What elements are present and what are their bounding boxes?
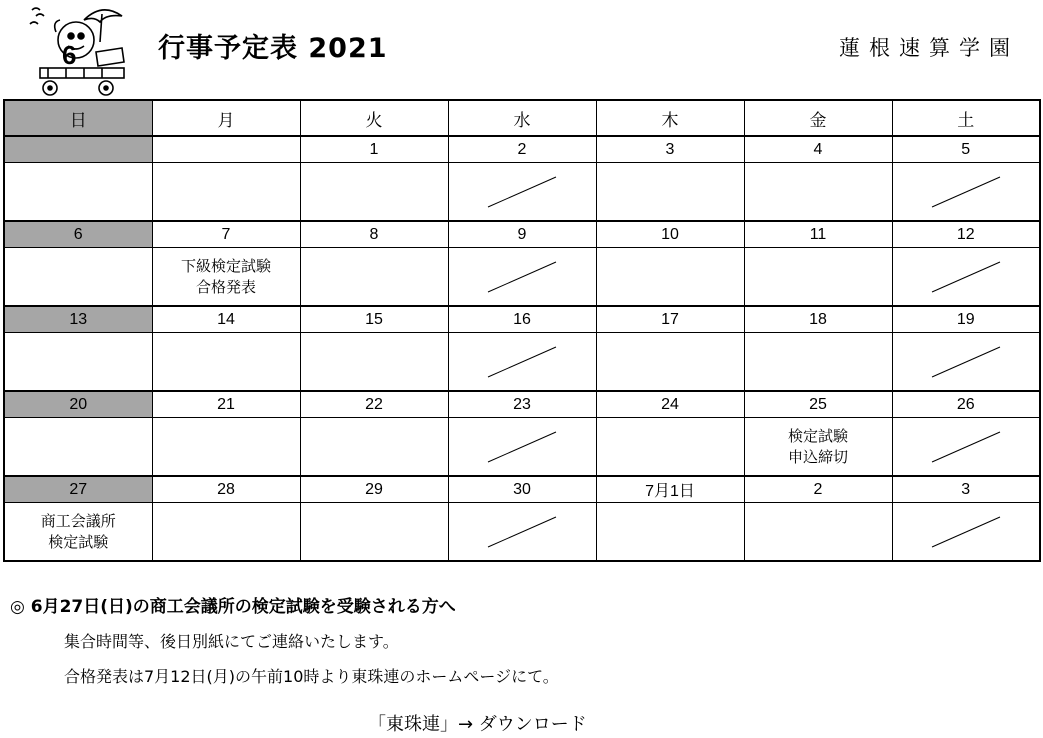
date-cell-sun: 13 [4, 306, 152, 333]
date-cell-fri: 2 [744, 476, 892, 503]
date-cell-thu: 7月1日 [596, 476, 744, 503]
closed-day-slash [484, 428, 560, 466]
date-cell-fri: 18 [744, 306, 892, 333]
event-cell-sat [892, 503, 1040, 562]
event-cell-thu [596, 163, 744, 222]
event-row [4, 333, 1040, 392]
closed-day-slash [928, 258, 1004, 296]
event-cell-wed [448, 418, 596, 477]
event-text: 下級検定試験 [180, 257, 271, 275]
date-cell-mon: 28 [152, 476, 300, 503]
event-text: 合格発表 [195, 278, 256, 296]
date-row [4, 306, 1040, 333]
date-cell-tue: 29 [300, 476, 448, 503]
event-row [4, 248, 1040, 307]
date-cell-sat: 12 [892, 221, 1040, 248]
date-cell-tue: 1 [300, 136, 448, 163]
page-title: 行事予定表 2021 [158, 33, 388, 64]
closed-day-slash [928, 513, 1004, 551]
event-cell-fri [744, 503, 892, 562]
date-cell-sat: 3 [892, 476, 1040, 503]
closed-day-slash [484, 173, 560, 211]
date-cell-fri: 11 [744, 221, 892, 248]
date-cell-mon: 14 [152, 306, 300, 333]
date-row [4, 391, 1040, 418]
date-cell-wed: 16 [448, 306, 596, 333]
event-cell-mon [152, 163, 300, 222]
event-cell-thu [596, 418, 744, 477]
event-cell-sun [4, 248, 152, 307]
event-text: 検定試験 [787, 427, 848, 445]
notice-section [10, 592, 559, 687]
school-name: 蓮根速算学園 [839, 36, 1019, 60]
event-cell-fri [744, 418, 892, 477]
event-cell-tue [300, 503, 448, 562]
event-cell-sat [892, 333, 1040, 392]
weekday-tue: 火 [300, 100, 448, 136]
event-cell-thu [596, 503, 744, 562]
event-cell-wed [448, 503, 596, 562]
event-cell-thu [596, 333, 744, 392]
date-row [4, 136, 1040, 163]
event-cell-sat [892, 163, 1040, 222]
event-cell-wed [448, 333, 596, 392]
date-cell-wed: 2 [448, 136, 596, 163]
closed-day-slash [484, 343, 560, 381]
event-cell-sun [4, 503, 152, 562]
event-cell-mon [152, 503, 300, 562]
event-cell-tue [300, 418, 448, 477]
closed-day-slash [484, 513, 560, 551]
event-cell-sun [4, 163, 152, 222]
event-cell-tue [300, 333, 448, 392]
event-text: 商工会議所 [40, 512, 116, 530]
weekday-mon: 月 [152, 100, 300, 136]
svg-text:6: 6 [62, 40, 77, 70]
closed-day-slash [928, 343, 1004, 381]
weekday-thu: 木 [596, 100, 744, 136]
closed-day-slash [484, 258, 560, 296]
date-cell-sun: 20 [4, 391, 152, 418]
weekday-sun: 日 [4, 100, 152, 136]
event-cell-mon [152, 418, 300, 477]
event-cell-wed [448, 248, 596, 307]
event-cell-mon [152, 248, 300, 307]
date-cell-sun: 6 [4, 221, 152, 248]
notice-line-1: 集合時間等、後日別紙にてご連絡いたします。 [64, 632, 399, 651]
date-cell-sat: 26 [892, 391, 1040, 418]
date-cell-sat: 5 [892, 136, 1040, 163]
event-row [4, 163, 1040, 222]
date-cell-thu: 3 [596, 136, 744, 163]
event-cell-tue [300, 248, 448, 307]
event-cell-sun [4, 333, 152, 392]
date-cell-sat: 19 [892, 306, 1040, 333]
notice-line-2: 合格発表は7月12日(月)の午前10時より東珠連のホームページにて。 [64, 667, 559, 686]
date-cell-thu: 10 [596, 221, 744, 248]
notice-heading: ◎ 6月27日(日)の商工会議所の検定試験を受験される方へ [10, 597, 456, 617]
date-cell-sun: 27 [4, 476, 152, 503]
date-cell-fri: 4 [744, 136, 892, 163]
date-cell-mon [152, 136, 300, 163]
closed-day-slash [928, 428, 1004, 466]
closed-day-slash [928, 173, 1004, 211]
event-cell-sat [892, 418, 1040, 477]
date-cell-thu: 17 [596, 306, 744, 333]
date-row [4, 221, 1040, 248]
event-row [4, 503, 1040, 562]
event-cell-fri [744, 163, 892, 222]
event-cell-sat [892, 248, 1040, 307]
event-cell-fri [744, 248, 892, 307]
date-cell-fri: 25 [744, 391, 892, 418]
event-cell-wed [448, 163, 596, 222]
date-cell-tue: 22 [300, 391, 448, 418]
weekday-sat: 土 [892, 100, 1040, 136]
date-cell-tue: 15 [300, 306, 448, 333]
calendar-table [3, 99, 1041, 562]
event-cell-fri [744, 333, 892, 392]
date-cell-wed: 9 [448, 221, 596, 248]
date-cell-thu: 24 [596, 391, 744, 418]
date-cell-tue: 8 [300, 221, 448, 248]
weekday-fri: 金 [744, 100, 892, 136]
event-row [4, 418, 1040, 477]
calendar-body [4, 136, 1040, 561]
event-text: 申込締切 [787, 448, 848, 466]
event-cell-mon [152, 333, 300, 392]
date-cell-wed: 23 [448, 391, 596, 418]
date-cell-wed: 30 [448, 476, 596, 503]
event-cell-tue [300, 163, 448, 222]
date-row [4, 476, 1040, 503]
event-cell-sun [4, 418, 152, 477]
event-cell-thu [596, 248, 744, 307]
date-cell-mon: 7 [152, 221, 300, 248]
weekday-wed: 水 [448, 100, 596, 136]
event-text: 検定試験 [48, 533, 109, 551]
date-cell-mon: 21 [152, 391, 300, 418]
download-instruction: 「東珠連」→ ダウンロード [368, 714, 587, 735]
abacus-mascot-logo [26, 2, 136, 98]
date-cell-sun [4, 136, 152, 163]
weekday-header-row [4, 100, 1040, 136]
